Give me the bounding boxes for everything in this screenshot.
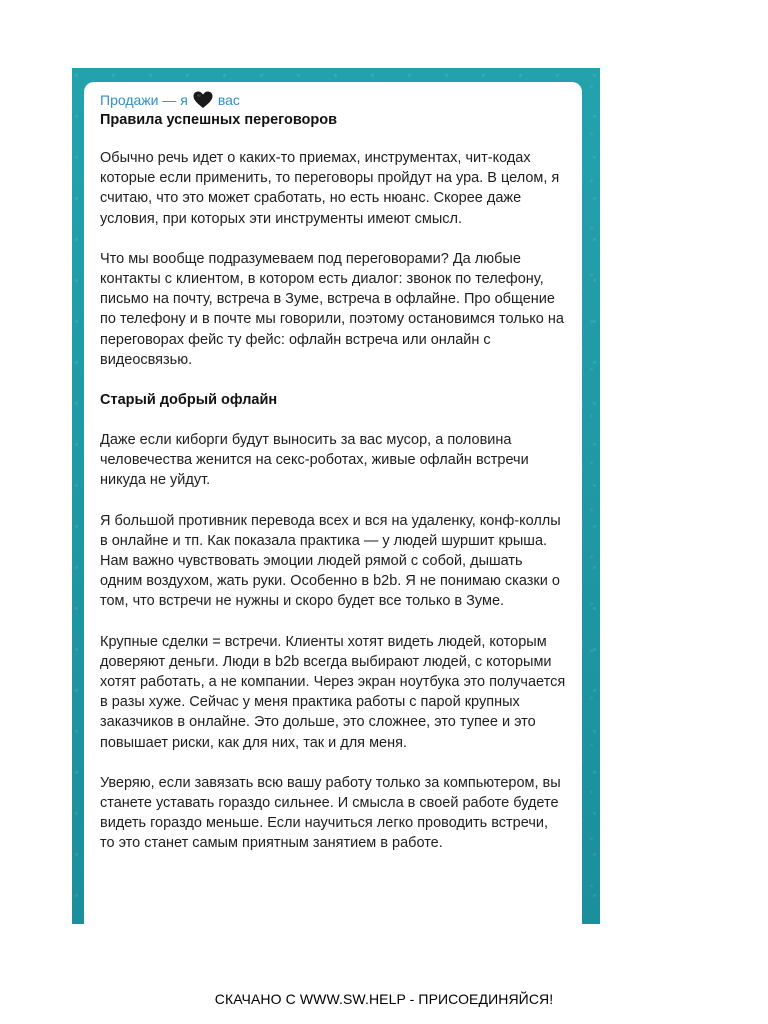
paragraph: Что мы вообще подразумеваем под переговорами? Да любые контакты с клиентом, в котором есть диалог: звонок по телефону, письмо на почту, встреча в Зуме, встреча в офлайне. Про общение по телефону и в почте мы говорили, поэтому остановимся только на переговорах фейс ту фейс: офлайн встреча или онлайн с видеосвязью. bbox=[100, 250, 564, 368]
paragraph: Обычно речь идет о каких-то приемах, инструментах, чит-кодах которые если применить, то переговоры пройдут на ура. В целом, я считаю, что это может сработать, но есть нюанс. Скорее даже условия, при которых эти инструменты имеют смысл. bbox=[100, 150, 560, 227]
section-heading: Старый добрый офлайн bbox=[100, 392, 278, 409]
channel-name-prefix: Продажи — я bbox=[100, 92, 188, 108]
paragraph: Даже если киборги будут выносить за вас мусор, а половина человечества женится на секс-роботах, живые офлайн встречи никуда не уйдут. bbox=[100, 432, 529, 489]
black-heart-icon bbox=[192, 90, 214, 110]
channel-name[interactable] bbox=[100, 90, 566, 110]
message-card bbox=[84, 82, 582, 924]
post-title: Правила успешных переговоров bbox=[100, 112, 338, 128]
paragraph: Уверяю, если завязать всю вашу работу только за компьютером, вы станете уставать гораздо сильнее. И смысла в своей работе будете видеть гораздо меньше. Если научиться легко проводить встречи, то это станет самым приятным занятием в работе. bbox=[100, 774, 561, 852]
paragraph: Крупные сделки = встречи. Клиенты хотят видеть людей, которым доверяют деньги. Люди в b2b всегда выбирают людей, с которыми хотят работать, а не компании. Через экран ноутбука это получается в разы хуже. Сейчас у меня практика работы с парой крупных заказчиков в онлайне. Это дольше, это сложнее, это тупее и это повышает риски, как для них, так и для меня. bbox=[100, 633, 566, 751]
footer-watermark: СКАЧАНО С WWW.SW.HELP - ПРИСОЕДИНЯЙСЯ! bbox=[214, 991, 554, 1007]
channel-name-suffix: вас bbox=[217, 92, 240, 108]
paragraph: Я большой противник перевода всех и вся на удаленку, конф-коллы в онлайне и тп. Как показала практика — у людей шуршит крыша. Нам важно чувствовать эмоции людей рямой с собой, дышать одним воздухом, жать руки. Особенно в b2b. Я не понимаю сказки о том, что встречи не нужны и скоро будет все только в Зуме. bbox=[100, 512, 561, 610]
